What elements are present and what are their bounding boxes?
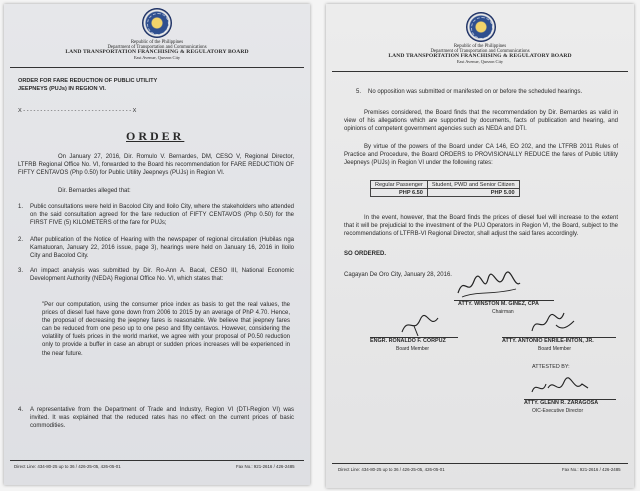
rates-value-regular: PHP 6.50 bbox=[371, 189, 428, 197]
footer-direct-line: Direct Line: 434-80-25 up to 36 / 426-25-05, 426-05-01 bbox=[338, 467, 445, 472]
header-address: East Avenue, Quezon City bbox=[456, 58, 504, 64]
premises-paragraph: Premises considered, the Board finds that the recommendation by Dir. Bernardes as valid in view of his allegations which are supported by documents, facts of publication and hearing, and opinions of competent government agencies such as NEDA and DTI. bbox=[344, 110, 618, 133]
chairman-signature bbox=[454, 269, 524, 301]
item-4-text: A representative from the Department of Trade and Industry, Region VI (DTI-Region VI) was invited. It was explained that the reduced rates has no effect on the current prices of basic commodities. bbox=[30, 407, 294, 430]
case-separator: X - - - - - - - - - - - - - - - - - - - - - - - - - - - - - - - - X bbox=[18, 108, 137, 114]
alleged-line: Dir. Bernardes alleged that: bbox=[58, 188, 131, 194]
attested-by-label: ATTESTED BY: bbox=[532, 364, 570, 370]
order-title: ORDER bbox=[126, 129, 185, 143]
inton-name: ATTY. ANTONIO ENRILE-INTON, JR. bbox=[502, 338, 594, 344]
in-the-event-paragraph: In the event, however, that the Board finds the prices of diesel fuel will increase to the extent that it will be prejudicial to the investment of the PUJ Operators in Region VI, the Board, subject to the recommendations of LTFRB-VI Regional Director, shall adjust the said fares accordingly. bbox=[344, 215, 618, 238]
item-4-number: 4. bbox=[18, 407, 24, 413]
header-department: Department of Transportation and Communications bbox=[107, 45, 207, 51]
ltfrb-seal-icon bbox=[466, 12, 496, 42]
letterhead bbox=[326, 44, 634, 65]
fare-rates-table bbox=[370, 180, 520, 197]
corpuz-signature bbox=[396, 312, 448, 338]
intro-paragraph: On January 27, 2016, Dir. Romulo V. Bernardes, DM, CESO V, Regional Director, LTFRB Regional Office No. VI, forwarded to the Board his recommendation for FARE REDUCTION OF FIFTY CENTAVOS (Php 0.50) for Public Utility Jeepneys (PUJs) in Region VI. bbox=[18, 154, 294, 177]
attester-role: OIC-Executive Director bbox=[532, 408, 584, 414]
inton-signature bbox=[526, 309, 578, 337]
header-republic: Republic of the Philippines bbox=[130, 40, 184, 45]
case-title: ORDER FOR FARE REDUCTION OF PUBLIC UTILITY JEEPNEYS (PUJs) IN REGION VI. bbox=[18, 78, 158, 92]
header-rule bbox=[332, 71, 628, 72]
zaragosa-signature bbox=[528, 374, 592, 400]
chairman-role: Chairman bbox=[492, 309, 514, 315]
footer-fax: Fax No.: 921-2616 / 426-2485 bbox=[562, 467, 621, 472]
so-ordered: SO ORDERED. bbox=[344, 251, 387, 257]
rates-value-discounted: PHP 5.00 bbox=[427, 189, 519, 197]
header-department: Department of Transportation and Communications bbox=[430, 49, 530, 55]
case-x-right: X bbox=[132, 108, 137, 114]
item-2-text: After publication of the Notice of Hearing with the newspaper of regional circulation (Hubilas nga Kamatuoran, January 22, 2016 issue, page 3), hearings were held on January 16, 2016 in Iloilo City and Bacolod City. bbox=[30, 237, 294, 260]
chairman-name: ATTY. WINSTON M. GINEZ, CPA bbox=[458, 301, 539, 307]
corpuz-role: Board Member bbox=[396, 346, 430, 352]
footer-direct-line: Direct Line: 434-80-25 up to 36 / 426-25-05, 426-05-01 bbox=[14, 464, 121, 469]
item-5-number: 5. bbox=[356, 89, 362, 95]
header-board: LAND TRANSPORTATION FRANCHISING & REGULATORY BOARD bbox=[388, 53, 572, 60]
attester-name: ATTY. GLENN R. ZARAGOSA bbox=[524, 400, 599, 406]
document-page-1 bbox=[4, 4, 310, 485]
rates-header-regular: Regular Passenger bbox=[371, 181, 428, 189]
header-rule bbox=[10, 67, 304, 68]
corpuz-name: ENGR. RONALDO F. CORPUZ bbox=[370, 338, 446, 344]
item-5-text: No opposition was submitted or manifested on or before the scheduled hearings. bbox=[368, 89, 583, 95]
neda-quote: "Per our computation, using the consumer price index as basis to get the real values, the prices of diesel fuel have gone down from 2006 to 2015 by an average of PhP 4.70. Hence, the proposal of decreasing the jeepney fares is reasonable. We believe that jeepney fares can be reduced from one peso up to one peso and fifty centavos. However, considering the volatility of fuels prices in the world market, we agree with your proposal of P0.50 reduction only to provide a buffer in case an abrupt or sudden prices increases will be experienced in the near future. bbox=[42, 302, 290, 357]
header-address: East Avenue, Quezon City bbox=[133, 54, 181, 60]
footer-rule bbox=[332, 463, 628, 464]
case-x-left: X bbox=[18, 108, 22, 114]
inton-role: Board Member bbox=[538, 346, 572, 352]
item-2-number: 2. bbox=[18, 237, 24, 243]
footer-fax: Fax No.: 921-2616 / 426-2485 bbox=[236, 464, 295, 469]
item-3-text: An impact analysis was submitted by Dir. Ro-Ann A. Bacal, CESO III, National Economic Development Authority (NEDA) Regional Office No. VI, which states that: bbox=[30, 268, 294, 283]
item-3-number: 3. bbox=[18, 268, 24, 274]
by-virtue-paragraph: By virtue of the powers of the Board under CA 146, EO 202, and the LTFRB 2011 Rules of Practice and Procedure, the Board ORDERS to PROVISIONALLY REDUCE the fares of Public Utility Jeepneys (PUJs) in Region VI under the following rates: bbox=[344, 144, 618, 167]
place-date: Cagayan De Oro City, January 28, 2016. bbox=[344, 272, 452, 278]
header-republic: Republic of the Philippines bbox=[453, 44, 507, 49]
rates-header-discounted: Student, PWD and Senior Citizen bbox=[427, 181, 519, 189]
header-board: LAND TRANSPORTATION FRANCHISING & REGULATORY BOARD bbox=[65, 49, 249, 56]
item-1-number: 1. bbox=[18, 204, 24, 210]
document-page-2 bbox=[326, 4, 634, 488]
footer-rule bbox=[10, 460, 304, 461]
letterhead bbox=[4, 40, 310, 61]
item-1-text: Public consultations were held in Bacolod City and Iloilo City, where the stakeholders who attended on the said consultation agreed for the fare reduction of FIFTY CENTAVOS (Php 0.50) for the FIRST FIVE (5) KILOMETERS of the fare for PUJs; bbox=[30, 204, 294, 227]
ltfrb-seal-icon bbox=[142, 8, 172, 38]
